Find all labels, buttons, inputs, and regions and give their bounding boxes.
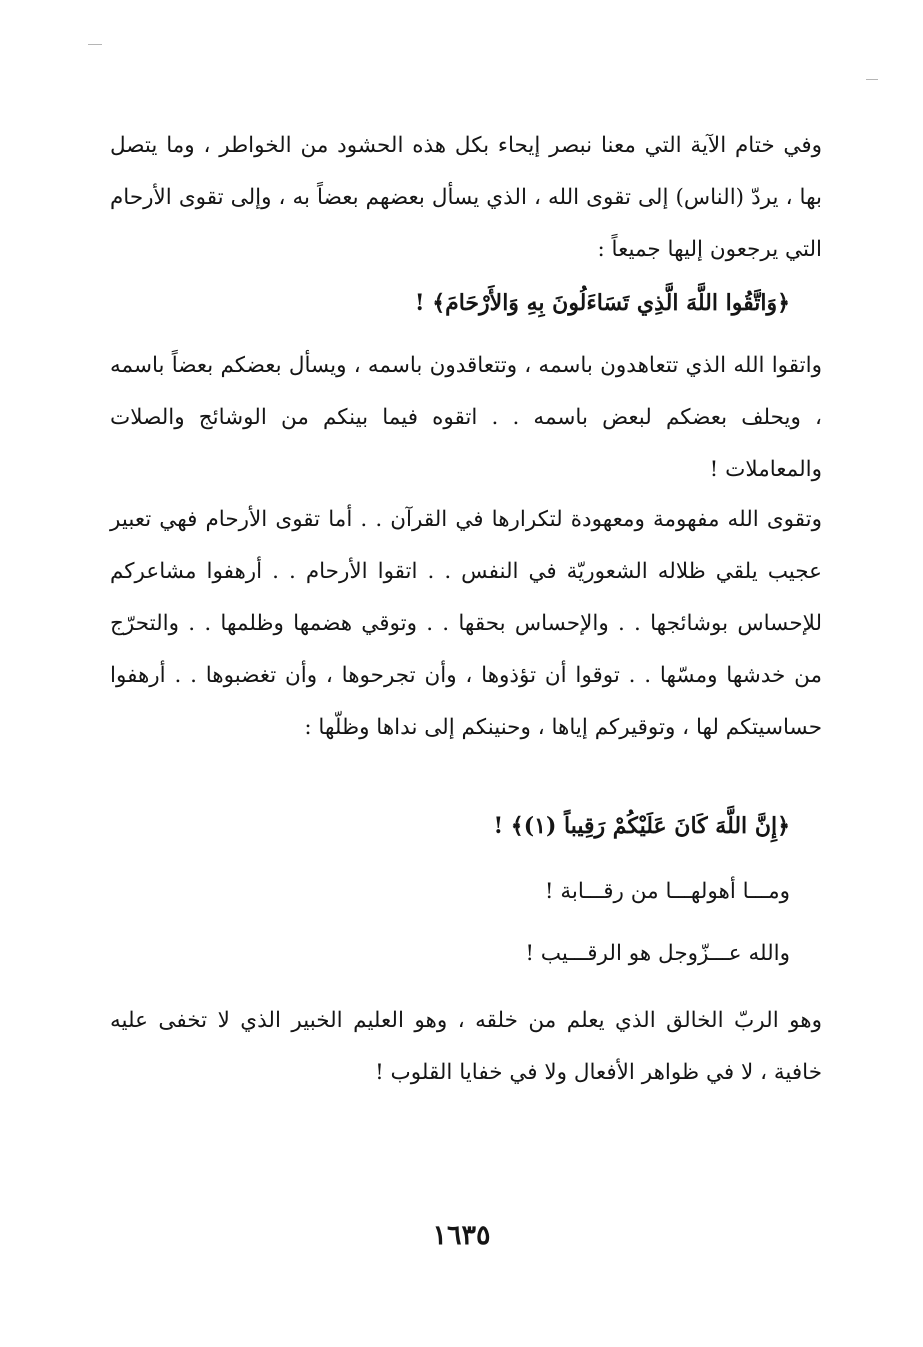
paragraph-text: وهو الربّ الخالق الذي يعلم من خلقه ، وهو العليم الخبير الذي لا تخفى عليه خافية ، لا في ظواهر الأفعال ولا في خفايا القلوب ! [110,1008,822,1085]
poem-line-1: ومـــا أهولهـــا من رقـــابة ! [544,879,790,904]
paragraph-1 [110,120,822,276]
paragraph-4 [110,995,822,1099]
paragraph-text: واتقوا الله الذي تتعاهدون باسمه ، وتتعاقدون باسمه ، ويسأل بعضكم بعضاً باسمه ، ويحلف بعضكم لبعض باسمه . . اتقوه فيما بينكم من الوشائج والصلات والمعاملات ! [110,353,822,482]
scan-mark [866,79,878,80]
scan-mark [88,44,102,45]
paragraph-text: وفي ختام الآية التي معنا نبصر إيحاء بكل هذه الحشود من الخواطر ، وما يتصل بها ، يردّ (الناس) إلى تقوى الله ، الذي يسأل بعضهم بعضاً به ، وإلى تقوى الأرحام التي يرجعون إليها جميعاً : [110,133,822,262]
paragraph-text: وتقوى الله مفهومة ومعهودة لتكرارها في القرآن . . أما تقوى الأرحام فهي تعبير عجيب يلقي ظلاله الشعوريّة في النفس . . اتقوا الأرحام . . أرهفوا مشاعركم للإحساس بوشائجها . . والإحساس بحقها . . وتوقي هضمها وظلمها . . والتحرّج من خدشها ومسّها . . توقوا أن تؤذوها ، وأن تجرحوها ، وأن تغضبوها . . أرهفوا حساسيتكم لها ، وتوقيركم إياها ، وحنينكم إلى نداها وظلّها : [110,507,822,740]
paragraph-3 [110,494,822,754]
paragraph-2 [110,340,822,496]
quran-verse-2: ﴿إِنَّ اللَّهَ كَانَ عَلَيْكُمْ رَقِيباً (١)﴾ ! [493,813,790,839]
poem-line-2: والله عـــزّوجل هو الرقـــيب ! [525,941,790,966]
page-number: ١٦٣٥ [432,1220,491,1251]
quran-verse-1: ﴿وَاتَّقُوا اللَّهَ الَّذِي تَسَاءَلُونَ بِهِ وَالأَرْحَامَ﴾ ! [414,290,790,316]
